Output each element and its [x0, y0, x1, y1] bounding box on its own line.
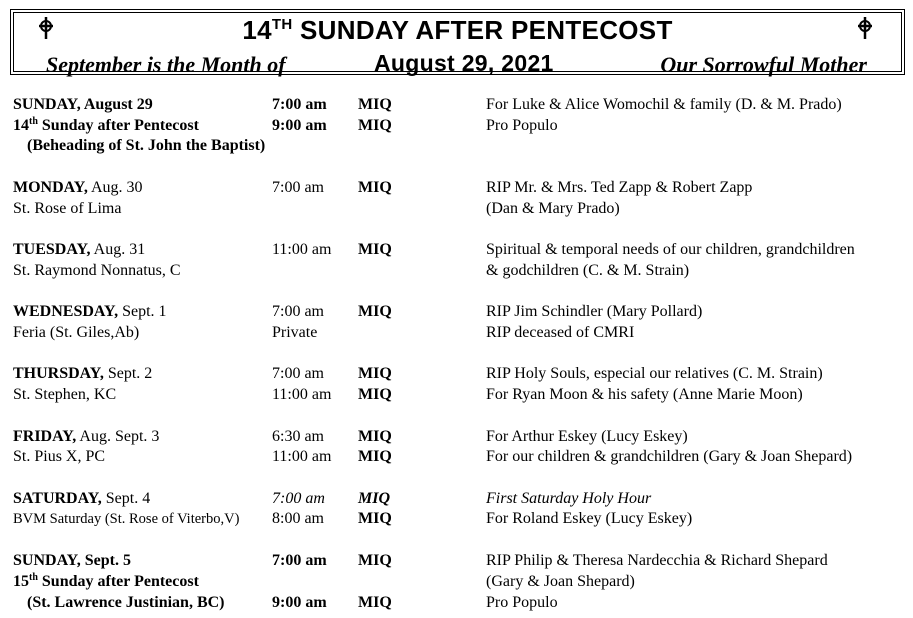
day-date: Aug. 30 [87, 179, 143, 196]
day-feast: St. Raymond Nonnatus, C [13, 262, 181, 279]
day-feast: Feria (St. Giles,Ab) [13, 324, 140, 341]
mass-intention: Spiritual & temporal needs of our children, grandchildren [486, 241, 855, 258]
mass-intention: Pro Populo [486, 594, 558, 611]
mass-time: 7:00 am [272, 179, 324, 196]
mass-type: MIQ [358, 241, 392, 258]
mass-time: 7:00 am [272, 96, 327, 113]
title-text: SUNDAY AFTER PENTECOST [292, 15, 673, 45]
mass-intention: RIP Holy Souls, especial our relatives (C. M. Strain) [486, 365, 823, 382]
mass-intention: (Gary & Joan Shepard) [486, 573, 635, 590]
mass-time: 6:30 am [272, 428, 324, 445]
title-ordinal: TH [271, 16, 293, 33]
mass-type: MIQ [358, 552, 392, 569]
feast-ordinal: th [29, 572, 38, 583]
day-heading [13, 427, 159, 447]
day-feast [13, 116, 199, 136]
mass-intention: (Dan & Mary Prado) [486, 200, 620, 217]
mass-time: 7:00 am [272, 490, 325, 507]
day-name: TUESDAY, [13, 241, 91, 258]
day-feast: St. Rose of Lima [13, 200, 122, 217]
mass-intention: RIP deceased of CMRI [486, 324, 635, 341]
feast-text: Sunday after Pentecost [37, 573, 199, 590]
mass-time: 7:00 am [272, 365, 324, 382]
day-name: SATURDAY, [13, 490, 102, 507]
mass-intention: For Ryan Moon & his safety (Anne Marie Moon) [486, 386, 803, 403]
mass-time: 8:00 am [272, 510, 324, 527]
mass-type: MIQ [358, 428, 392, 445]
day-feast: BVM Saturday (St. Rose of Viterbo,V) [13, 511, 240, 527]
mass-time: 7:00 am [272, 552, 327, 569]
mass-type: MIQ [358, 448, 392, 465]
day-heading [13, 178, 143, 198]
day-feast [13, 572, 199, 592]
day-name: MONDAY, [13, 179, 88, 196]
mass-type: MIQ [358, 490, 391, 507]
day-date: Sept. 1 [118, 303, 167, 320]
mass-type: MIQ [358, 594, 392, 611]
feast-text: Sunday after Pentecost [37, 117, 199, 134]
mass-intention: RIP Philip & Theresa Nardecchia & Richard Shepard [486, 552, 828, 569]
mass-intention: RIP Mr. & Mrs. Ted Zapp & Robert Zapp [486, 179, 753, 196]
mass-type: MIQ [358, 303, 392, 320]
day-feast: St. Stephen, KC [13, 386, 117, 403]
page-title [14, 15, 901, 46]
header-inner-border [13, 12, 902, 77]
mass-time: Private [272, 324, 318, 341]
day-date: Sept. 2 [103, 365, 153, 382]
mass-time: 9:00 am [272, 594, 327, 611]
mass-intention: For Luke & Alice Womochil & family (D. & M. Prado) [486, 96, 842, 113]
day-name: WEDNESDAY, [13, 303, 119, 320]
day-heading [13, 240, 145, 260]
mass-type: MIQ [358, 510, 392, 527]
day-date: Sept. 4 [101, 490, 151, 507]
month-dedication-label: September is the Month of [46, 52, 286, 77]
bulletin-date: August 29, 2021 [374, 50, 554, 76]
day-heading [13, 489, 150, 509]
day-commemoration: (Beheading of St. John the Baptist) [27, 137, 266, 154]
day-heading [13, 302, 167, 322]
mass-time: 11:00 am [272, 241, 332, 258]
feast-number: 14 [13, 117, 29, 134]
day-commemoration: (St. Lawrence Justinian, BC) [27, 594, 225, 611]
month-dedication: Our Sorrowful Mother [660, 52, 867, 77]
day-date: Aug. 31 [90, 241, 146, 258]
mass-intention: For Roland Eskey (Lucy Eskey) [486, 510, 693, 527]
mass-intention: Pro Populo [486, 117, 558, 134]
mass-intention: For our children & grandchildren (Gary & Joan Shepard) [486, 448, 853, 465]
mass-time: 9:00 am [272, 117, 327, 134]
bulletin-header [10, 9, 905, 75]
mass-intention: For Arthur Eskey (Lucy Eskey) [486, 428, 688, 445]
mass-type: MIQ [358, 117, 392, 134]
day-heading: SUNDAY, August 29 [13, 96, 153, 113]
mass-time: 11:00 am [272, 386, 332, 403]
day-name: FRIDAY, [13, 428, 77, 445]
mass-intention: First Saturday Holy Hour [486, 490, 652, 507]
mass-type: MIQ [358, 386, 392, 403]
day-heading [13, 364, 152, 384]
mass-time: 7:00 am [272, 303, 324, 320]
mass-type: MIQ [358, 365, 392, 382]
feast-number: 15 [13, 573, 29, 590]
mass-type: MIQ [358, 179, 392, 196]
mass-intention: RIP Jim Schindler (Mary Pollard) [486, 303, 703, 320]
day-heading: SUNDAY, Sept. 5 [13, 552, 131, 569]
title-number: 14 [242, 15, 272, 45]
feast-ordinal: th [29, 116, 38, 127]
mass-time: 11:00 am [272, 448, 332, 465]
day-feast: St. Pius X, PC [13, 448, 106, 465]
mass-type: MIQ [358, 96, 392, 113]
day-name: THURSDAY, [13, 365, 104, 382]
day-date: Aug. Sept. 3 [76, 428, 160, 445]
mass-intention: & godchildren (C. & M. Strain) [486, 262, 690, 279]
